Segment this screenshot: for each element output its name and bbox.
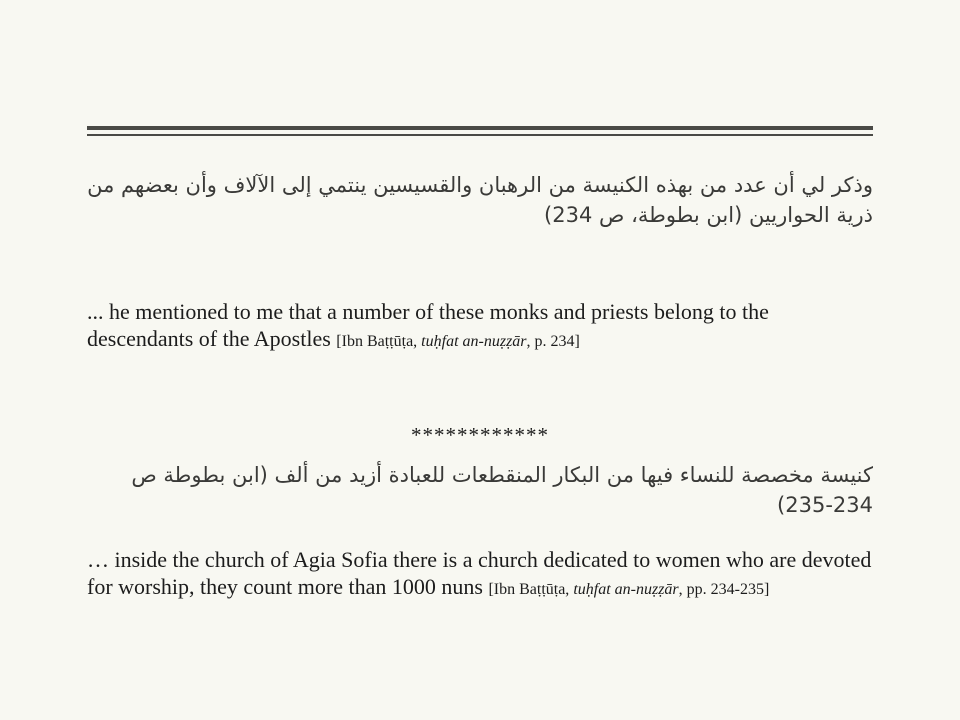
citation-1-close: , p. 234]	[526, 333, 580, 350]
english-text-2: … inside the church of Agia Sofia there is a church dedicated to women who are devoted for worship, they count more than 1000 nuns	[87, 547, 872, 599]
arabic-quote-2: كنيسة مخصصة للنساء فيها من البكار المنقطعات للعبادة أزيد من ألف (ابن بطوطة ص 234-235)	[131, 463, 873, 517]
citation-2-close: , pp. 234-235]	[678, 581, 770, 598]
english-translation-1	[87, 298, 877, 355]
top-rule-thin	[87, 134, 873, 136]
english-translation-2	[87, 546, 877, 603]
top-rule-thick	[87, 126, 873, 130]
citation-2-open: [Ibn Baṭṭūṭa,	[488, 581, 574, 598]
citation-1	[336, 333, 580, 350]
arabic-quote-1: وذكر لي أن عدد من بهذه الكنيسة من الرهبان والقسيسين ينتمي إلى الآلاف وأن بعضهم من ذرية الحواريين (ابن بطوطة، ص 234)	[87, 173, 873, 227]
english-text-1: ... he mentioned to me that a number of these monks and priests belong to the descendants of the Apostles	[87, 299, 769, 351]
section-separator: ************	[411, 423, 549, 447]
citation-2-title: tuḥfat an-nuẓẓār	[573, 581, 679, 598]
citation-1-open: [Ibn Baṭṭūṭa,	[336, 333, 422, 350]
citation-1-title: tuḥfat an-nuẓẓār	[421, 333, 527, 350]
citation-2	[488, 581, 769, 598]
